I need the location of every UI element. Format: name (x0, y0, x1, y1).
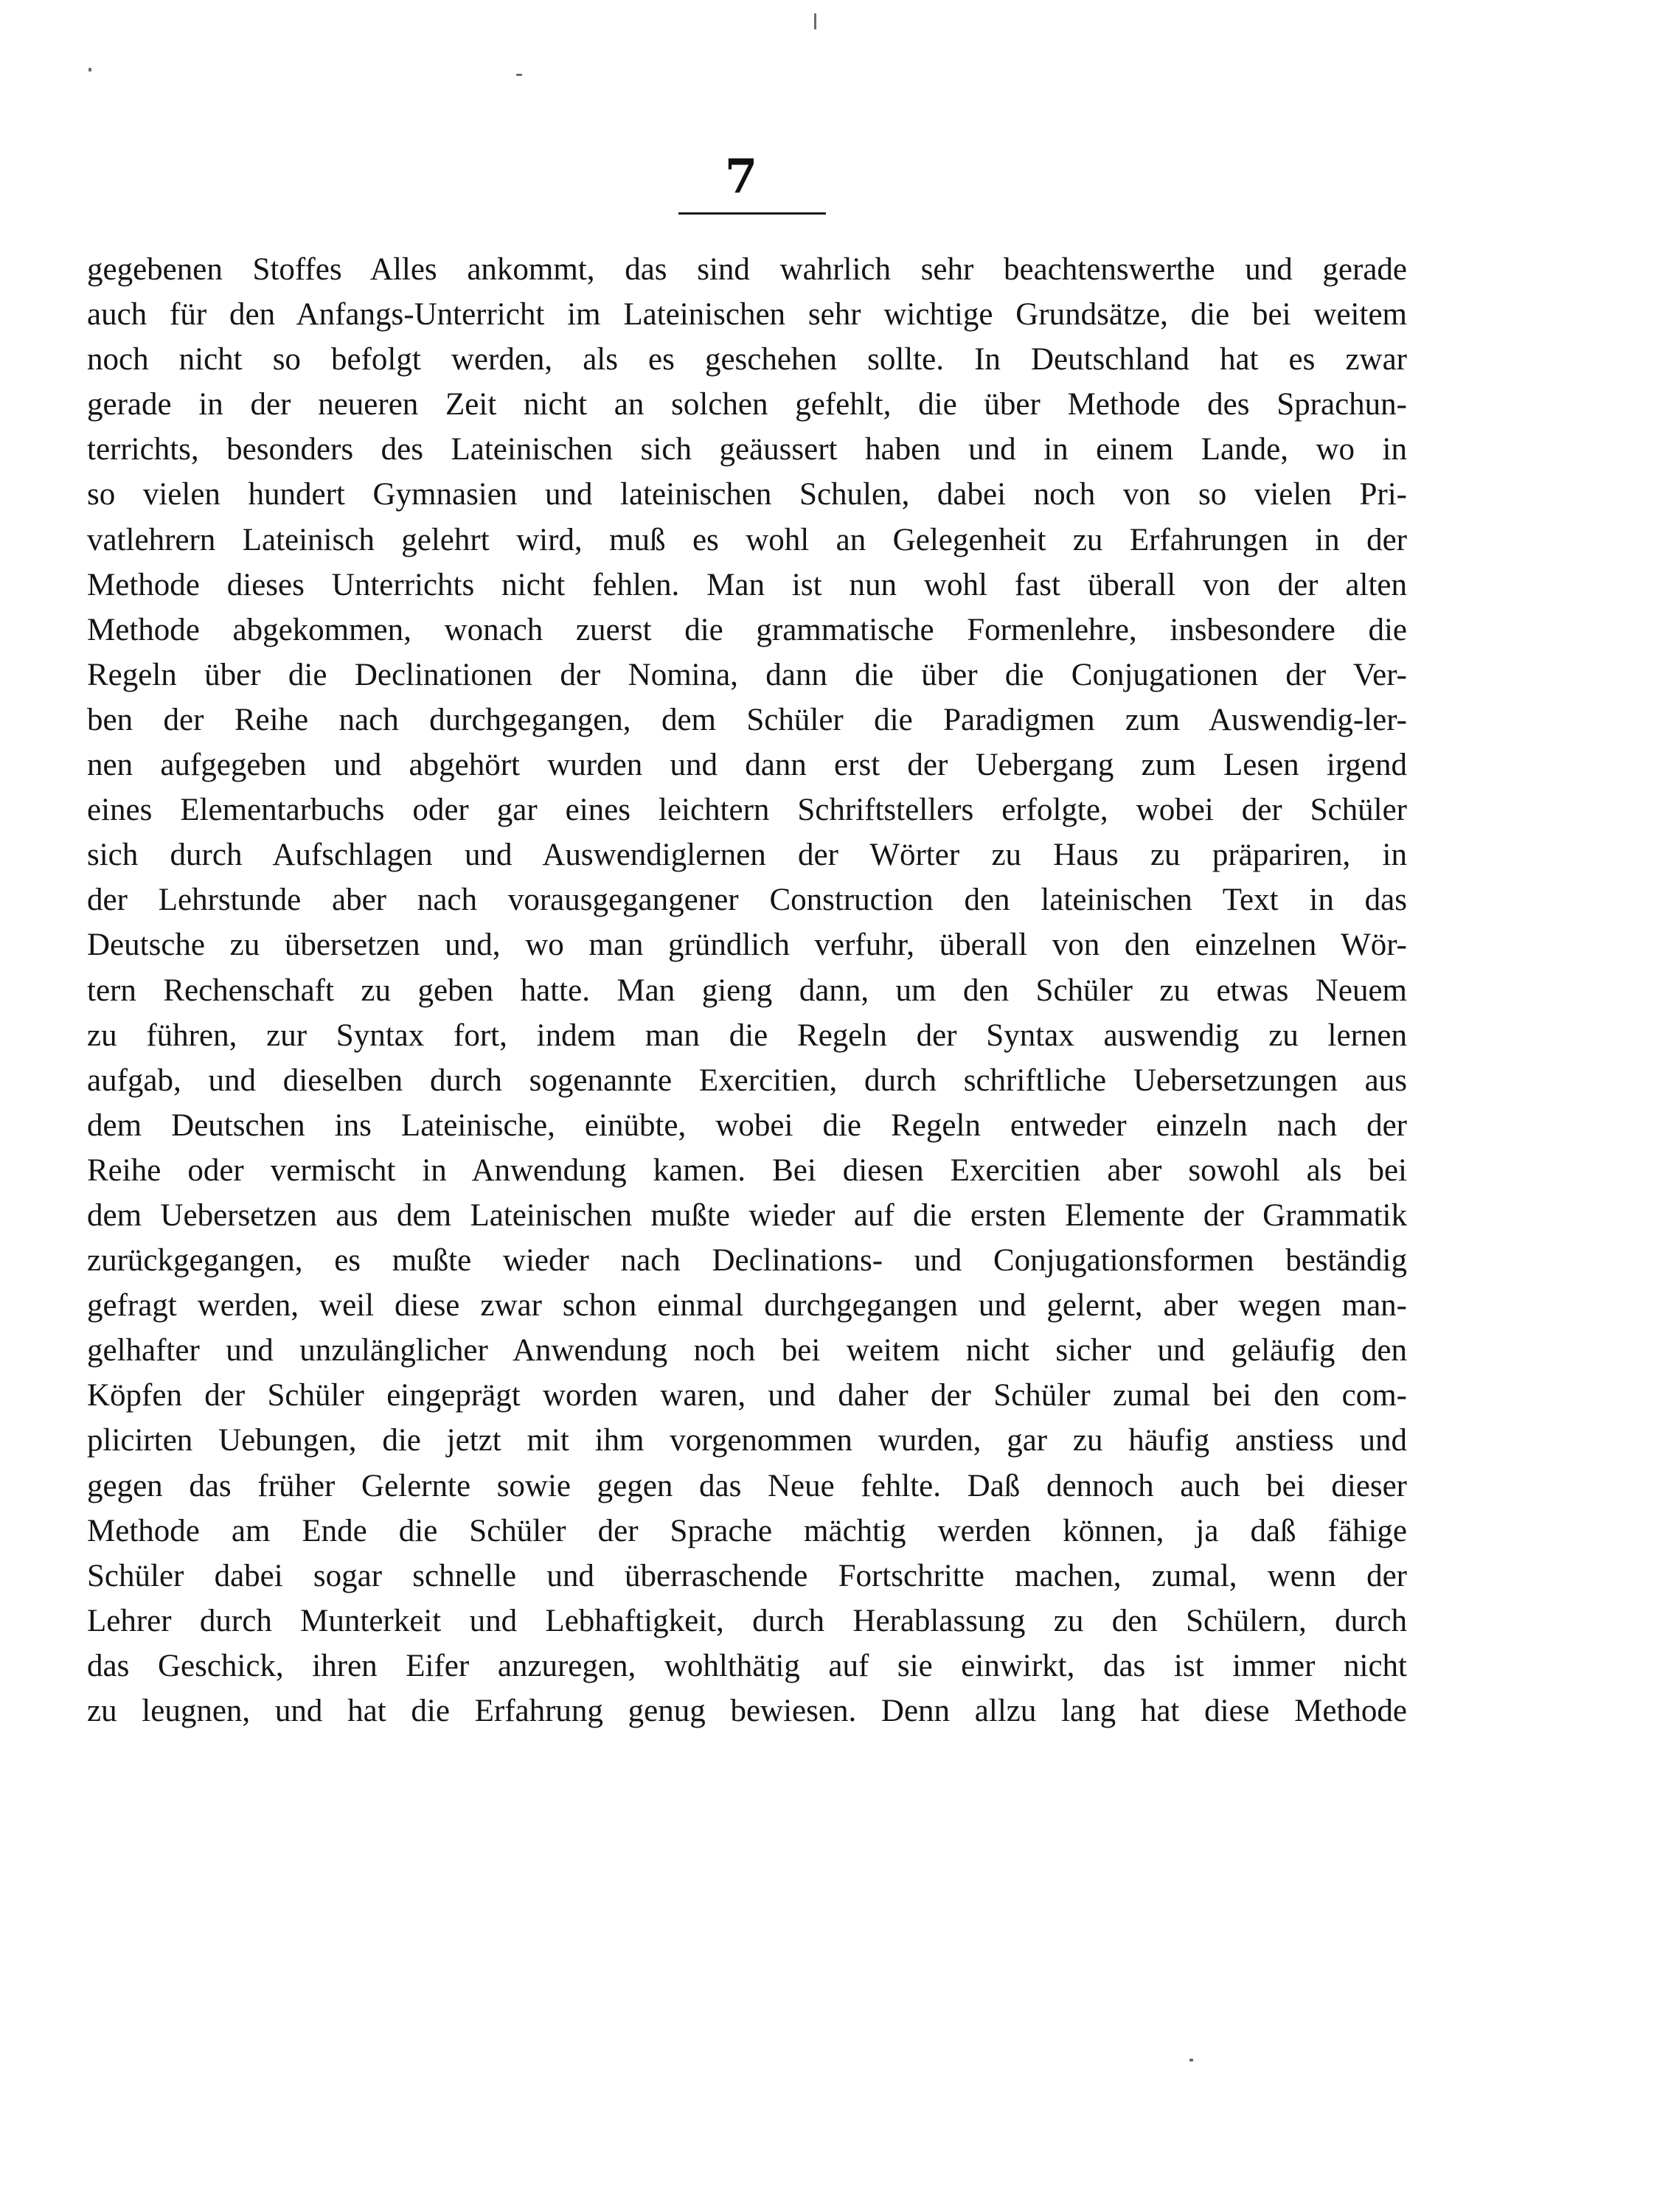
text-line: tern Rechenschaft zu geben hatte. Man gieng dann, um den Schüler zu etwas Neuem (87, 973, 1407, 1008)
text-line: nen aufgegeben und abgehört wurden und dann erst der Uebergang zum Lesen irgend (87, 748, 1407, 783)
text-line: vatlehrern Lateinisch gelehrt wird, muß es wohl an Gelegenheit zu Erfahrungen in der (87, 522, 1407, 557)
scan-speck (1189, 2059, 1193, 2062)
text-line: Methode am Ende die Schüler der Sprache mächtig werden können, ja daß fähige (87, 1513, 1407, 1548)
body-text (87, 247, 1407, 1733)
text-line: zurückgegangen, es mußte wieder nach Declinations- und Conjugationsformen beständig (87, 1243, 1407, 1279)
text-line: sich durch Aufschlagen und Auswendiglernen der Wörter zu Haus zu präpariren, in (87, 838, 1407, 873)
page-number: 7 (724, 149, 758, 204)
text-line: Regeln über die Declinationen der Nomina, dann die über die Conjugationen der Ver- (87, 657, 1407, 692)
scan-speck (814, 13, 816, 29)
scan-speck (516, 74, 522, 76)
text-line: Deutsche zu übersetzen und, wo man gründlich verfuhr, überall von den einzelnen Wör- (87, 928, 1407, 963)
text-line: ben der Reihe nach durchgegangen, dem Schüler die Paradigmen zum Auswendig-ler- (87, 702, 1407, 737)
text-line: eines Elementarbuchs oder gar eines leichtern Schriftstellers erfolgte, wobei der Schüler (87, 793, 1407, 828)
text-line: terrichts, besonders des Lateinischen sich geäussert haben und in einem Lande, wo in (87, 432, 1407, 467)
text-line: auch für den Anfangs-Unterricht im Lateinischen sehr wichtige Grundsätze, die bei weitem (87, 297, 1407, 333)
text-line: der Lehrstunde aber nach vorausgegangener Construction den lateinischen Text in das (87, 883, 1407, 918)
text-line: gelhafter und unzulänglicher Anwendung noch bei weitem nicht sicher und geläufig den (87, 1333, 1407, 1368)
text-line: dem Deutschen ins Lateinische, einübte, wobei die Regeln entweder einzeln nach der (87, 1107, 1407, 1143)
text-line: Schüler dabei sogar schnelle und überraschende Fortschritte machen, zumal, wenn der (87, 1558, 1407, 1593)
text-line: so vielen hundert Gymnasien und lateinischen Schulen, dabei noch von so vielen Pri- (87, 477, 1407, 512)
text-line: gerade in der neueren Zeit nicht an solchen gefehlt, die über Methode des Sprachun- (87, 387, 1407, 422)
text-line: dem Uebersetzen aus dem Lateinischen mußte wieder auf die ersten Elemente der Grammatik (87, 1197, 1407, 1233)
text-line: Lehrer durch Munterkeit und Lebhaftigkeit, durch Herablassung zu den Schülern, durch (87, 1603, 1407, 1638)
text-line: zu leugnen, und hat die Erfahrung genug bewiesen. Denn allzu lang hat diese Methode (87, 1694, 1407, 1728)
text-line: das Geschick, ihren Eifer anzuregen, wohlthätig auf sie einwirkt, das ist immer nicht (87, 1648, 1407, 1683)
text-line: Methode abgekommen, wonach zuerst die grammatische Formenlehre, insbesondere die (87, 612, 1407, 647)
text-line: zu führen, zur Syntax fort, indem man die Regeln der Syntax auswendig zu lernen (87, 1018, 1407, 1053)
text-line: noch nicht so befolgt werden, als es geschehen sollte. In Deutschland hat es zwar (87, 342, 1407, 378)
text-line: gegen das früher Gelernte sowie gegen das Neue fehlte. Daß dennoch auch bei dieser (87, 1468, 1407, 1503)
text-line: plicirten Uebungen, die jetzt mit ihm vorgenommen wurden, gar zu häufig anstiess und (87, 1423, 1407, 1458)
text-line: gefragt werden, weil diese zwar schon einmal durchgegangen und gelernt, aber wegen man- (87, 1288, 1407, 1324)
text-line: aufgab, und dieselben durch sogenannte Exercitien, durch schriftliche Uebersetzungen aus (87, 1062, 1407, 1098)
scan-speck (88, 68, 91, 72)
header-rule (678, 212, 826, 215)
text-line: Köpfen der Schüler eingeprägt worden waren, und daher der Schüler zumal bei den com- (87, 1378, 1407, 1413)
text-line: Reihe oder vermischt in Anwendung kamen. Bei diesen Exercitien aber sowohl als bei (87, 1152, 1407, 1188)
text-line: gegebenen Stoffes Alles ankommt, das sind wahrlich sehr beachtenswerthe und gerade (87, 252, 1407, 287)
text-line: Methode dieses Unterrichts nicht fehlen. Man ist nun wohl fast überall von der alten (87, 567, 1407, 602)
